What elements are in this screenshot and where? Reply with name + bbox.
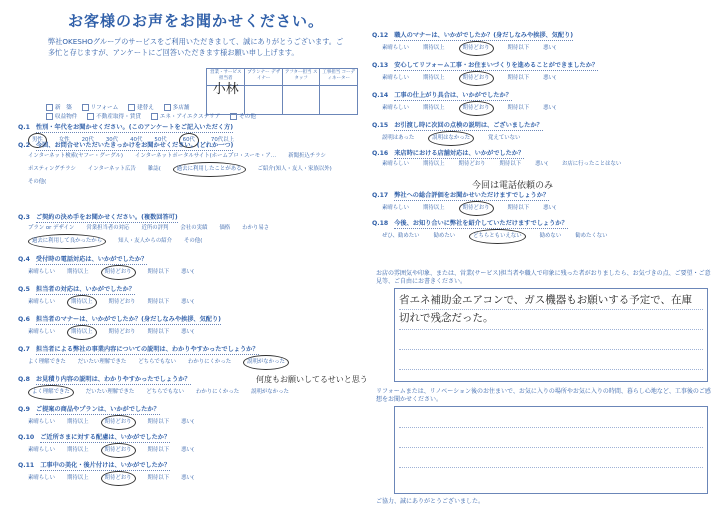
answer-option[interactable]: 期待以下 — [147, 299, 170, 305]
question-label — [18, 460, 170, 469]
answer-option[interactable]: 期待以上 — [67, 295, 97, 310]
answer-option[interactable]: 悪い( — [181, 269, 194, 275]
answer-option[interactable]: 期待以上 — [422, 45, 445, 51]
answer-options — [382, 201, 712, 216]
answer-option[interactable]: 期待以下 — [499, 161, 522, 167]
answer-option[interactable]: 期待以上 — [66, 475, 89, 481]
question-number: Q.15 — [372, 122, 389, 129]
question-number: Q.4 — [18, 256, 30, 263]
question-label — [18, 122, 233, 131]
answer-option[interactable]: 悪い( — [543, 105, 556, 111]
category-item[interactable]: エネ・アイエクステリア — [151, 113, 221, 122]
checkbox-icon — [164, 104, 171, 111]
question-text: 受付時の電話対応は、いかがでしたか？ — [35, 256, 148, 263]
checkbox-icon — [128, 104, 135, 111]
answer-option[interactable]: 期待以上 — [422, 161, 445, 167]
answer-option[interactable]: インターネットポータルサイト(ホームプロ・スーモ・ア… — [135, 153, 277, 159]
answer-option[interactable]: 悪い( — [543, 45, 556, 51]
staff-cell — [320, 86, 358, 115]
question-text: ご契約の決め手をお聞かせください。(複数回答可) — [35, 214, 178, 221]
answer-option[interactable]: 悪い( — [181, 475, 194, 481]
category-item[interactable]: 不動産取得・賃貸 — [87, 113, 141, 122]
answer-option[interactable]: よく理解できた — [28, 385, 74, 400]
answer-option[interactable]: 期待以上 — [422, 205, 445, 211]
answer-option[interactable]: わかりにくかった — [195, 389, 240, 395]
category-item[interactable]: 建替え — [128, 104, 154, 113]
answer-option[interactable]: 説明はなかった — [428, 131, 474, 146]
guide-line — [399, 427, 703, 428]
answer-option[interactable]: ポスティングチラシ — [28, 166, 76, 172]
answer-option[interactable]: 素晴らしい — [382, 45, 409, 51]
question-number: Q.16 — [372, 150, 389, 157]
answer-option[interactable]: その他( — [28, 179, 47, 185]
answer-option[interactable]: 会社の実績 — [180, 225, 208, 231]
answer-options — [28, 151, 358, 188]
answer-option[interactable]: 期待以上 — [66, 419, 89, 425]
answer-option[interactable]: 営業担当者の対応 — [86, 225, 130, 231]
question-label — [372, 190, 549, 199]
question-number: Q.6 — [18, 316, 30, 323]
answer-option[interactable]: ぜひ、勧めたい — [382, 233, 420, 239]
category-item[interactable]: 新 築 — [46, 104, 72, 113]
question-label — [18, 314, 221, 323]
answer-option[interactable]: 期待以上 — [66, 269, 89, 275]
answer-option[interactable]: 期待どおり — [101, 443, 136, 458]
question-number: Q.11 — [18, 462, 35, 469]
answer-option[interactable]: 悪い( — [181, 419, 194, 425]
answer-options — [28, 355, 358, 370]
question-number: Q.18 — [372, 220, 389, 227]
answer-option[interactable]: 期待どおり — [459, 71, 494, 86]
answer-option[interactable]: 期待以下 — [147, 475, 170, 481]
answer-option[interactable]: 素晴らしい — [382, 205, 409, 211]
checkbox-icon — [46, 113, 53, 120]
staff-header: 営業・サービス担当者 — [207, 69, 245, 86]
question-text: ご近所さまに対する配慮は、いかがでしたか？ — [40, 434, 171, 441]
answer-option[interactable]: 期待以下 — [507, 205, 530, 211]
question-label — [18, 374, 191, 383]
answer-option[interactable]: 20代 — [81, 137, 94, 143]
checkbox-icon — [46, 104, 53, 111]
answer-option[interactable]: インターネット検索(ヤフー・グーグル) — [28, 153, 124, 159]
answer-option[interactable]: だいたい理解できた — [77, 359, 127, 365]
question-label — [372, 90, 512, 99]
question-text: 性別・年代をお聞かせください。(このアンケートをご記入いただく方) — [35, 124, 234, 131]
answer-option[interactable]: 50代 — [154, 137, 167, 143]
answer-options — [28, 385, 358, 400]
answer-option[interactable]: 過去に利用したことがある — [173, 162, 246, 177]
guide-line — [399, 349, 703, 350]
answer-option[interactable]: 期待どおり — [459, 101, 494, 116]
answer-options — [382, 131, 712, 146]
question-number: Q.8 — [18, 376, 30, 383]
answer-option[interactable]: 素晴らしい — [28, 329, 55, 335]
right-column — [372, 30, 717, 508]
answer-options — [382, 101, 712, 116]
answer-option[interactable]: 女性 — [58, 137, 70, 143]
answer-options — [28, 415, 358, 430]
question-label — [18, 344, 259, 353]
handwritten-note-q7: 何度もお願いしてるせいと思う — [256, 375, 368, 384]
answer-option[interactable]: ご紹介(知人・友人・家族以外) — [257, 166, 332, 172]
answer-options — [382, 159, 712, 170]
answer-option[interactable]: その他( — [184, 238, 203, 244]
answer-option[interactable]: 30代 — [105, 137, 119, 143]
answer-option[interactable]: 期待以上 — [422, 75, 445, 81]
answer-option[interactable]: 期待どおり — [101, 471, 136, 486]
answer-option[interactable]: 期待以下 — [147, 329, 170, 335]
answer-options — [28, 443, 358, 458]
answer-options — [382, 71, 712, 86]
answer-option[interactable]: 素晴らしい — [382, 75, 409, 81]
category-item[interactable]: 収益物件 — [46, 113, 77, 122]
question-number: Q.12 — [372, 32, 389, 39]
category-item[interactable]: リフォーム — [82, 104, 119, 113]
answer-option[interactable]: 素晴らしい — [28, 475, 55, 481]
answer-option[interactable]: わかり易さ — [242, 225, 270, 231]
answer-option[interactable]: 期待以下 — [507, 105, 530, 111]
answer-option[interactable]: 素晴らしい — [28, 299, 55, 305]
answer-option[interactable]: 期待以下 — [507, 45, 530, 51]
answer-options — [382, 41, 712, 56]
handwritten-comment: 省エネ補助金エアコンで、ガス機器もお願いする予定で、在庫切れで残念だった。 — [399, 294, 693, 324]
answer-option[interactable]: 説明がなかった — [243, 355, 289, 370]
category-item[interactable]: その他 — [230, 113, 256, 122]
handwritten-staff-name: 小林 — [212, 82, 239, 97]
checkbox-icon — [151, 113, 158, 120]
question-number: Q.7 — [18, 346, 30, 353]
question-text: 今後、お知り合いに弊社を紹介していただけますでしょうか？ — [394, 220, 568, 227]
answer-option[interactable]: 素晴らしい — [382, 161, 409, 167]
answer-option[interactable]: 期待どおり — [101, 265, 136, 280]
guide-line — [399, 447, 703, 448]
answer-option[interactable]: 期待以上 — [67, 325, 97, 340]
question-text: お引渡し時に次回の点検の説明は、ございましたか？ — [394, 122, 543, 129]
answer-option[interactable]: 悪い( — [543, 75, 556, 81]
answer-option[interactable]: 説明がなかった — [251, 389, 289, 395]
question-label — [372, 60, 598, 69]
answer-option[interactable]: 素晴らしい — [28, 269, 55, 275]
question-label — [18, 404, 160, 413]
question-label — [372, 120, 543, 129]
question-number: Q.10 — [18, 434, 35, 441]
answer-option[interactable]: 知人・友人からの紹介 — [118, 238, 173, 244]
question-text: 今回、お問合せいただいたきっかけをお聞かせください。(どれか一つ) — [35, 142, 234, 149]
answer-option[interactable]: 期待以下 — [507, 75, 530, 81]
answer-option[interactable]: インターネット広告 — [87, 166, 136, 172]
question-number: Q.13 — [372, 62, 389, 69]
answer-option[interactable]: どちらでもない — [146, 389, 184, 395]
answer-option[interactable]: 過去に利用して良かったから — [28, 234, 106, 249]
checkbox-icon — [87, 113, 94, 120]
footer-thanks: ご協力、誠にありがとうございました。 — [376, 498, 485, 505]
question-label — [18, 140, 233, 149]
question-label — [18, 212, 178, 221]
comment-box-2[interactable] — [394, 406, 708, 494]
answer-option[interactable]: 悪い( — [181, 329, 194, 335]
answer-option[interactable]: 期待どおり — [108, 299, 136, 305]
checkbox-icon — [230, 113, 237, 120]
answer-option[interactable]: 雑誌( — [147, 166, 161, 172]
answer-option[interactable]: どちらでもない — [138, 359, 176, 365]
answer-option[interactable]: だいたい理解できた — [85, 389, 135, 395]
comment2-prompt: リフォームまたは、リノベーション後のお住まいで、お気に入りの場所やお気に入りの時間、暮らし心地など、工事後のご感想をお聞かせください。 — [376, 388, 711, 403]
intro-text: 弊社OKESHOグループのサービスをご利用いただきまして、誠にありがとうございます。ご多忙と存じますが、アンケートにご回答いただきます様お願い申し上げます。 — [48, 37, 344, 57]
question-label — [18, 254, 147, 263]
question-text: 担当者による弊社の事業内容についての説明は、わかりやすかったでしょうか？ — [35, 346, 259, 353]
staff-header: アフター担当 スタッフ — [282, 69, 320, 86]
question-text: 職人のマナーは、いかがでしたか？(身だしなみや挨拶、気配り) — [394, 32, 574, 39]
question-text: 担当者の対応は、いかがでしたか？ — [35, 286, 135, 293]
question-text: 弊社への総合評価をお聞かせいただけますでしょうか？ — [394, 192, 550, 199]
guide-line — [399, 369, 703, 370]
page-title: お客様のお声をお聞かせください。 — [68, 12, 325, 30]
question-label — [372, 148, 524, 157]
answer-option[interactable]: 素晴らしい — [28, 447, 55, 453]
answer-option[interactable]: 勧めない — [539, 233, 562, 239]
answer-options — [28, 295, 358, 310]
question-number: Q.3 — [18, 214, 30, 221]
answer-option[interactable]: 60代 — [179, 133, 199, 148]
answer-options — [28, 471, 358, 486]
staff-cell — [282, 86, 320, 115]
guide-line — [399, 329, 703, 330]
answer-option[interactable]: 40代 — [130, 137, 143, 143]
answer-option[interactable]: よく理解できた — [28, 359, 66, 365]
question-text: 来店時における店舗対応は、いかがでしたか？ — [394, 150, 525, 157]
question-number: Q.2 — [18, 142, 30, 149]
answer-option[interactable]: どちらともいえない — [469, 229, 526, 244]
answer-option[interactable]: 悪い( — [181, 299, 194, 305]
comment1-prompt: お店の雰囲気や印象、または、営業(サービス)担当者や職人で印象に残った者がおりましたら、お気づきの点、ご要望・ご意見等、ご自由にお書きください。 — [376, 270, 711, 285]
answer-option[interactable]: お店に行ったことはない — [561, 161, 622, 167]
answer-option[interactable]: 期待どおり — [459, 41, 494, 56]
answer-option[interactable]: 素晴らしい — [28, 419, 55, 425]
answer-option[interactable]: 悪い( — [543, 205, 556, 211]
question-text: ご提案の商品やプランは、いかがでしたか？ — [35, 406, 160, 413]
answer-option[interactable]: 期待以下 — [147, 269, 170, 275]
answer-option[interactable]: 期待どおり — [108, 329, 136, 335]
answer-option[interactable]: 期待どおり — [101, 415, 136, 430]
answer-option[interactable]: 素晴らしい — [382, 105, 409, 111]
question-text: 工事の仕上がり具合は、いかがでしたか？ — [394, 92, 512, 99]
answer-option[interactable]: 勧めたい — [433, 233, 456, 239]
answer-option[interactable]: 期待以下 — [147, 419, 170, 425]
answer-options — [28, 265, 358, 280]
question-label — [18, 432, 170, 441]
answer-option[interactable]: 70代以上 — [210, 137, 234, 143]
answer-option[interactable]: 価格 — [219, 225, 231, 231]
comment-box-1[interactable] — [394, 288, 708, 382]
answer-option[interactable]: 男性 — [28, 133, 47, 148]
question-label — [372, 30, 573, 39]
answer-option[interactable]: 期待どおり — [459, 201, 494, 216]
question-number: Q.9 — [18, 406, 30, 413]
answer-options — [28, 325, 358, 340]
answer-option[interactable]: 期待以上 — [66, 447, 89, 453]
answer-option[interactable]: 悪い( — [535, 161, 548, 167]
answer-options — [382, 229, 712, 244]
checkbox-icon — [82, 104, 89, 111]
guide-line — [399, 467, 703, 468]
category-checkboxes — [46, 104, 266, 122]
staff-header: 工事担当 コーディネーター — [320, 69, 358, 86]
answer-option[interactable]: 悪い( — [181, 447, 194, 453]
question-number: Q.17 — [372, 192, 389, 199]
staff-header: プランナー デザイナー — [245, 69, 283, 86]
answer-option[interactable]: わかりにくかった — [187, 359, 232, 365]
answer-option[interactable]: 期待以下 — [147, 447, 170, 453]
answer-option[interactable]: 新聞折込チラシ — [288, 153, 326, 159]
question-number: Q.1 — [18, 124, 30, 131]
question-number: Q.14 — [372, 92, 389, 99]
question-text: 担当者のマナーは、いかがでしたか？(身だしなみや挨拶、気配り) — [35, 316, 222, 323]
answer-option[interactable]: プラン or デザイン — [28, 225, 75, 231]
handwritten-note-q16: 今回は電話依頼のみ — [472, 181, 554, 191]
question-number: Q.5 — [18, 286, 30, 293]
answer-option[interactable]: 勧めたくない — [575, 233, 608, 239]
answer-option[interactable]: 期待どおり — [458, 161, 486, 167]
answer-options — [28, 223, 358, 249]
answer-option[interactable]: 説明はあった — [382, 135, 415, 141]
answer-option[interactable]: 期待以上 — [422, 105, 445, 111]
question-label — [18, 284, 135, 293]
question-text: 安心してリフォーム工事・お住まいづくりを進めることができましたか？ — [394, 62, 599, 69]
question-label — [372, 218, 568, 227]
category-item[interactable]: 多店舗 — [164, 104, 190, 113]
left-column — [18, 8, 368, 508]
question-text: 工事中の美化・後片付けは、いかがでしたか？ — [40, 462, 171, 469]
answer-option[interactable]: 覚えていない — [488, 135, 521, 141]
answer-option[interactable]: 近所の評判 — [141, 225, 169, 231]
question-text: お見積り内容の説明は、わかりやすかったでしょうか？ — [35, 376, 191, 383]
